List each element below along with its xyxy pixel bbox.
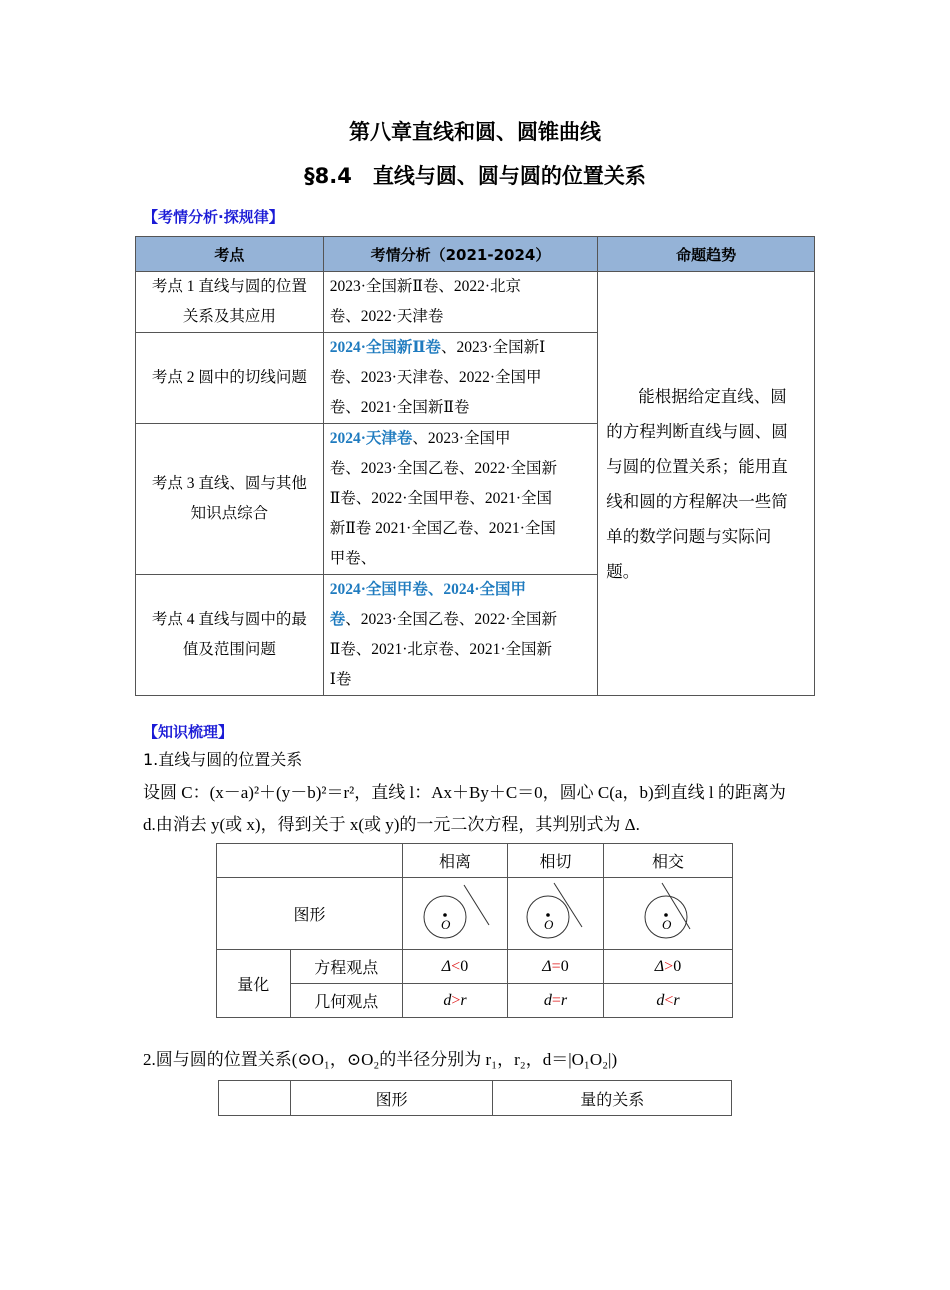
paragraph-line: d.由消去 y(或 x)，得到关于 x(或 y)的一元二次方程，其判别式为 Δ.: [143, 815, 640, 834]
line-circle-table: [216, 843, 733, 1018]
center-label: O: [440, 916, 451, 932]
exam-point-cell: [136, 333, 324, 424]
relation-value: r: [673, 991, 680, 1009]
row-label: 几何观点: [290, 984, 402, 1018]
analysis-line: Ⅱ卷、2021·北京卷、2021·全国新: [329, 641, 553, 658]
highlight-year: 2024·全国甲卷、2024·全国甲: [329, 581, 527, 598]
relation-value: 0: [460, 957, 469, 975]
exam-point-line: 知识点综合: [190, 505, 269, 522]
analysis-line: 、2023·全国甲: [412, 430, 511, 447]
chapter-title: 第八章直线和圆、圆锥曲线: [349, 120, 601, 144]
relation-symbol: d: [656, 991, 665, 1009]
highlight-year: 2024·全国新Ⅱ卷: [329, 339, 441, 356]
column-header: 命题趋势: [598, 237, 815, 272]
relation-symbol: d: [543, 991, 552, 1009]
table-row: [217, 878, 733, 950]
intersect-figure: [604, 879, 732, 949]
analysis-line: 新Ⅱ卷 2021·全国乙卷、2021·全国: [329, 520, 556, 537]
trend-line: 能根据给定直线、圆: [638, 386, 787, 406]
analysis-line: 、2023·全国乙卷、2022·全国新: [345, 611, 558, 628]
line-shape: [554, 883, 582, 927]
relation-symbol: d: [443, 991, 452, 1009]
row-label: 图形: [217, 878, 403, 950]
table-header-row: [217, 844, 733, 878]
column-header: 相切: [507, 844, 603, 878]
empty-cell: [219, 1081, 291, 1116]
relation-cell: [402, 984, 507, 1018]
exam-point-cell: [136, 424, 324, 575]
separate-figure: [403, 879, 507, 949]
table-header-row: [136, 237, 815, 272]
exam-point-line: 考点 4 直线与圆中的最: [151, 611, 307, 628]
trend-line: 线和圆的方程解决一些简: [606, 491, 788, 511]
center-label: O: [543, 916, 554, 932]
analysis-line: 2023·全国新Ⅱ卷、2022·北京: [329, 278, 522, 295]
relation-cell: [507, 950, 603, 984]
highlight-year: 2024·天津卷: [329, 430, 413, 447]
relation-symbol: Δ: [654, 957, 665, 975]
relation-operator: <: [451, 957, 461, 975]
analysis-line: 卷、2021·全国新Ⅱ卷: [329, 399, 470, 416]
trend-line: 单的数学问题与实际问: [606, 526, 772, 546]
relation-cell: [603, 950, 732, 984]
item2-title: 2.圆与圆的位置关系(⊙O₁，⊙O₂的半径分别为 r₁，r₂，d＝|O₁O₂|): [143, 1050, 618, 1069]
relation-operator: <: [664, 991, 674, 1009]
relation-cell: [603, 984, 732, 1018]
relation-value: r: [560, 991, 568, 1009]
relation-symbol: Δ: [441, 957, 452, 975]
table-row: [217, 984, 733, 1018]
analysis-cell: [323, 272, 598, 333]
relation-symbol: Δ: [542, 957, 552, 975]
tangent-figure: [508, 879, 603, 949]
analysis-line: Ⅱ卷、2022·全国甲卷、2021·全国: [329, 490, 553, 507]
highlight-year: 卷: [329, 611, 346, 628]
analysis-line: 甲卷、: [329, 550, 377, 567]
relation-cell: [507, 984, 603, 1018]
analysis-cell: [323, 424, 598, 575]
empty-cell: [217, 844, 403, 878]
relation-cell: [402, 950, 507, 984]
analysis-line: Ⅰ卷: [329, 671, 352, 688]
table-row: [136, 272, 815, 333]
relation-value: 0: [560, 957, 569, 975]
exam-point-cell: [136, 272, 324, 333]
column-header: 图形: [290, 1081, 493, 1116]
figure-cell: [603, 878, 732, 950]
section-label-analysis: 【考情分析·探规律】: [143, 208, 284, 226]
relation-operator: >: [664, 957, 674, 975]
column-header: 相离: [402, 844, 507, 878]
trend-line: 的方程判断直线与圆、圆: [606, 421, 788, 441]
figure-cell: [507, 878, 603, 950]
relation-value: 0: [673, 957, 682, 975]
row-label: 方程观点: [290, 950, 402, 984]
relation-operator: =: [551, 957, 561, 975]
exam-point-line: 考点 2 圆中的切线问题: [151, 369, 307, 386]
circle-circle-table: [218, 1080, 732, 1116]
column-header: 考情分析（2021-2024）: [323, 237, 598, 272]
section-title: §8.4 直线与圆、圆与圆的位置关系: [304, 164, 646, 188]
trend-line: 与圆的位置关系；能用直: [606, 456, 788, 476]
column-header: 考点: [136, 237, 324, 272]
figure-cell: [402, 878, 507, 950]
relation-operator: >: [451, 991, 461, 1009]
analysis-line: 卷、2022·天津卷: [329, 308, 444, 325]
relation-operator: =: [551, 991, 561, 1009]
line-shape: [464, 885, 489, 925]
paragraph-line: 设圆 C：(x－a)²＋(y－b)²＝r²，直线 l：Ax＋By＋C＝0，圆心 C(a，b)到直线 l 的距离为: [143, 783, 786, 802]
analysis-line: 卷、2023·天津卷、2022·全国甲: [329, 369, 542, 386]
exam-point-line: 关系及其应用: [182, 308, 276, 325]
analysis-cell: [323, 575, 598, 696]
trend-cell: [598, 272, 815, 696]
exam-point-line: 考点 1 直线与圆的位置: [151, 278, 307, 295]
item1-title: 1.直线与圆的位置关系: [143, 750, 303, 769]
analysis-cell: [323, 333, 598, 424]
analysis-line: 卷、2023·全国乙卷、2022·全国新: [329, 460, 558, 477]
analysis-line: 、2023·全国新Ⅰ: [440, 339, 546, 356]
center-label: O: [661, 916, 672, 932]
exam-point-line: 值及范围问题: [182, 641, 276, 658]
exam-point-cell: [136, 575, 324, 696]
table-row: [217, 950, 733, 984]
exam-point-line: 考点 3 直线、圆与其他: [151, 475, 307, 492]
row-label: 量化: [217, 950, 291, 1018]
column-header: 量的关系: [493, 1081, 732, 1116]
exam-analysis-table: [135, 236, 815, 696]
relation-value: r: [460, 991, 467, 1009]
trend-line: 题。: [606, 561, 640, 581]
column-header: 相交: [603, 844, 732, 878]
table-header-row: [219, 1081, 732, 1116]
section-label-knowledge: 【知识梳理】: [143, 723, 234, 741]
